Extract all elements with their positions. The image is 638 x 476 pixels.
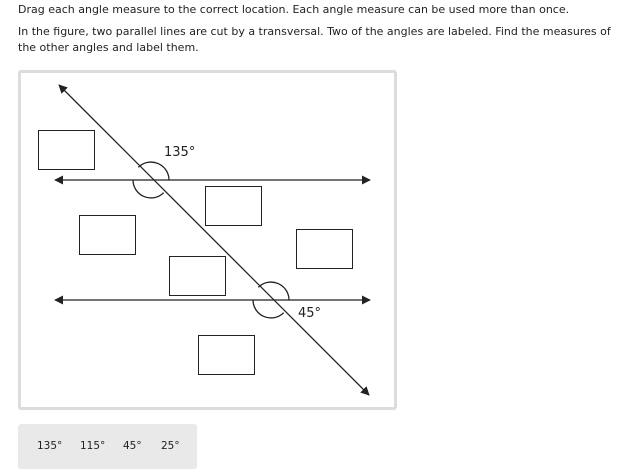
- tile-45[interactable]: 45°: [123, 440, 142, 452]
- drop-target-lower-top-left[interactable]: [169, 256, 226, 296]
- tile-115[interactable]: 115°: [80, 440, 106, 452]
- answer-tray: [18, 424, 197, 469]
- angle-label-135: 135°: [164, 145, 196, 160]
- drop-target-upper-bottom-left[interactable]: [79, 215, 136, 255]
- angle-label-45: 45°: [298, 306, 322, 321]
- drop-target-upper-left[interactable]: [38, 130, 95, 170]
- tile-25[interactable]: 25°: [161, 440, 180, 452]
- drop-target-middle-right[interactable]: [296, 229, 353, 269]
- instruction-text: Drag each angle measure to the correct location. Each angle measure can be used more than once.: [18, 3, 570, 16]
- figure-panel: [18, 70, 397, 410]
- drop-target-upper-right[interactable]: [205, 186, 262, 226]
- question-prompt: In the figure, two parallel lines are cut by a transversal. Two of the angles are labeled. Find the measures of the other angles and label them.: [18, 25, 611, 54]
- drop-target-lower-bottom-left[interactable]: [198, 335, 255, 375]
- tile-135[interactable]: 135°: [37, 440, 63, 452]
